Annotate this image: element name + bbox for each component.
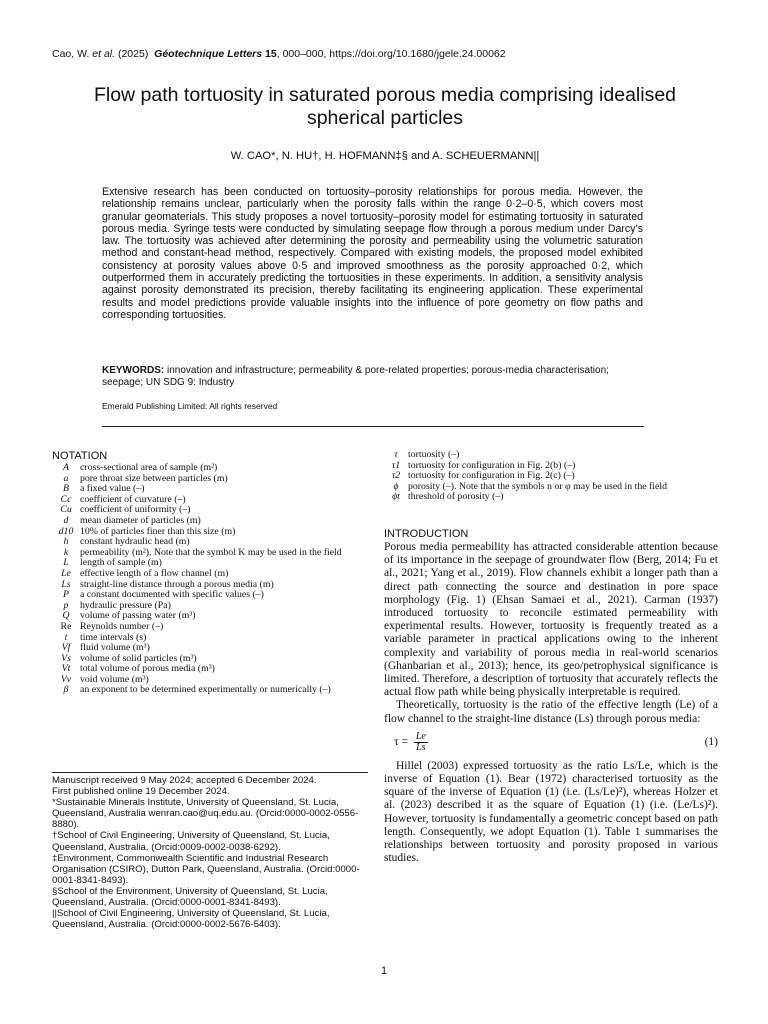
rights-statement: Emerald Publishing Limited: All rights reserved — [102, 401, 278, 411]
section-divider — [102, 426, 644, 427]
citation-year: (2025) — [117, 48, 149, 60]
notation-definition: time intervals (s) — [80, 631, 147, 643]
equation-1 — [384, 726, 718, 760]
notation-symbol: Le — [61, 567, 71, 579]
journal-name: Géotechnique Letters — [154, 48, 263, 60]
notation-definition: mean diameter of particles (m) — [80, 514, 201, 526]
notation-list-left — [52, 463, 372, 696]
notation-definition: coefficient of curvature (–) — [80, 493, 186, 505]
notation-symbol: Vf — [61, 642, 71, 654]
equation-lhs: τ = — [394, 736, 408, 749]
notation-symbol: Cc — [60, 493, 72, 505]
paper-title: Flow path tortuosity in saturated porous media comprising idealised spherical particles — [93, 84, 677, 129]
notation-symbol: Vt — [61, 663, 71, 675]
notation-definition: permeability (m²). Note that the symbol K may be used in the field — [80, 546, 342, 558]
introduction-paragraph: Porous media permeability has attracted considerable attention because of its importance in the seepage of groundwater flow (Berg, 2014; Fu et al., 2021; Yang et al., 2019). Flow channels exhibit a longer path than a direct path connecting the source and destination in pore space morphology (Fig. 1) (Ehsan Samaei et al., 2021). Carman (1937) introduced tortuosity to reconcile estimated permeability with experimental results. However, tortuosity is frequently treated as a variable parameter in practical applications owing to the inherent complexity and variability of porous media in real-world scenarios (Ghanbarian et al., 2013); hence, its geo/petrophysical significance is limited. Therefore, a description of tortuosity that accurately reflects the actual flow path while being physically interpretable is required. — [384, 541, 718, 699]
page-number: 1 — [380, 965, 388, 977]
footnote: ||School of Civil Engineering, University of Queensland, St. Lucia, Queensland, Australia. (Orcid:0000-0002-5676-5403). — [52, 908, 330, 931]
introduction-heading: INTRODUCTION — [384, 528, 469, 540]
notation-symbol: ϕt — [392, 491, 400, 503]
notation-symbol: B — [63, 483, 69, 495]
citation-etal: et al. — [92, 48, 116, 60]
footnote: *Sustainable Minerals Institute, University of Queensland, St. Lucia, Queensland, Australia wenran.cao@uq.edu.au. (Orcid:0000-0002-0556-8880). — [52, 797, 359, 831]
notation-definition: an exponent to be determined experimentally or numerically (–) — [80, 684, 331, 696]
notation-symbol: Ls — [61, 578, 71, 590]
notation-definition: volume of passing water (m³) — [80, 610, 196, 622]
notation-definition: effective length of a flow channel (m) — [80, 567, 229, 579]
notation-definition: constant hydraulic head (m) — [80, 536, 190, 548]
notation-symbol: τ2 — [391, 470, 401, 482]
notation-symbol: a — [63, 472, 69, 484]
notation-symbol: d10 — [58, 525, 74, 537]
notation-definition: cross-sectional area of sample (m²) — [80, 462, 218, 473]
equation-numerator: Le — [415, 731, 426, 743]
citation-doi[interactable]: , 000–000, https://doi.org/10.1680/jgele.24.00062 — [276, 48, 506, 60]
notation-symbol: τ — [394, 449, 398, 460]
notation-item — [384, 492, 719, 503]
notation-symbol: A — [63, 462, 69, 473]
author-list: W. CAO*, N. HU†, H. HOFMANN‡§ and A. SCHEUERMANN|| — [230, 150, 540, 162]
notation-definition: hydraulic pressure (Pa) — [80, 599, 171, 611]
notation-definition: length of sample (m) — [80, 557, 162, 569]
notation-definition: pore throat size between particles (m) — [80, 472, 228, 484]
notation-definition: a fixed value (–) — [80, 483, 145, 495]
introduction-body — [384, 541, 718, 865]
notation-symbol: L — [63, 557, 69, 569]
notation-definition: total volume of porous media (m³) — [80, 663, 215, 675]
notation-symbol: p — [63, 599, 69, 611]
citation-prefix: Cao, W. — [52, 48, 90, 60]
notation-definition: coefficient of uniformity (–) — [80, 504, 191, 516]
notation-item — [384, 450, 719, 461]
footnote: ‡Environment, Commonwealth Scientific and Industrial Research Organisation (CSIRO), Dutton Park, Queensland, Australia. (Orcid:0000-0001-8341-8493). — [52, 852, 360, 886]
notation-definition: tortuosity for configuration in Fig. 2(c) (–) — [408, 470, 575, 482]
notation-symbol: P — [63, 589, 69, 601]
introduction-paragraph: Hillel (2003) expressed tortuosity as the ratio Ls/Le, which is the inverse of Equation (1). Bear (1972) characterised tortuosity as the square of the inverse of Equation (1) (i.e. (Ls/Le)²), whereas Holzer et al. (2023) described it as the square of Equation (1) (i.e. (Le/Ls)²). However, tortuosity is fundamentally a geometric concept based on path length. Consequently, we adopt Equation (1). Table 1 summarises the relationships between tortuosity and porosity proposed in various studies. — [384, 759, 718, 865]
keywords-text: innovation and infrastructure; permeability & pore-related properties; porous-media characterisation; seepage; UN SDG 9: Industry — [102, 365, 609, 388]
notation-item — [52, 516, 372, 527]
notation-definition: a constant documented with specific values (–) — [80, 589, 264, 601]
notation-definition: tortuosity for configuration in Fig. 2(b) (–) — [408, 459, 576, 471]
footnote: §School of the Environment, University of Queensland, St. Lucia, Queensland, Australia. (Orcid:0000-0001-8341-8493). — [52, 885, 328, 909]
notation-definition: 10% of particles finer than this size (m) — [80, 525, 236, 537]
notation-item — [52, 685, 372, 696]
notation-definition: straight-line distance through a porous media (m) — [80, 578, 274, 590]
notation-symbol: h — [63, 536, 69, 548]
notation-symbol: τ1 — [391, 459, 401, 471]
notation-item — [52, 569, 372, 580]
equation-fraction — [414, 732, 428, 753]
notation-definition: volume of solid particles (m³) — [80, 652, 197, 664]
equation-denominator: Ls — [416, 742, 426, 754]
notation-symbol: t — [64, 631, 68, 643]
footnote: First published online 19 December 2024. — [52, 786, 230, 798]
notation-item — [52, 463, 372, 474]
notation-symbol: β — [63, 684, 69, 696]
notation-definition: Reynolds number (–) — [80, 620, 164, 632]
notation-symbol: Vv — [60, 673, 72, 685]
footnotes — [52, 772, 368, 930]
notation-definition: void volume (m³) — [80, 673, 149, 685]
abstract: Extensive research has been conducted on tortuosity–porosity relationships for porous media. However, the relationship remains unclear, particularly when the porosity falls within the range 0·2–0·5, which covers most granular geomaterials. This study proposes a novel tortuosity–porosity model for estimating tortuosity in saturated porous media. Syringe tests were conducted by simulating seepage flow through a porous medium under Darcy’s law. The tortuosity was achieved after determining the porosity and permeability using the volumetric saturation method and constant-head method, respectively. Compared with existing models, the proposed model exhibited consistency at porosity values above 0·5 and improved smoothness as the porosity approached 0·2, which outperformed them in accurately predicting the tortuosities in these experiments. In addition, a sensitivity analysis against porosity demonstrated its precision, thereby facilitating its engineering application. These experimental results and model predictions provide valuable insights into the influence of pore geometry on flow paths and corresponding tortuosities. — [102, 186, 643, 321]
notation-definition: fluid volume (m³) — [80, 642, 150, 654]
equation-number: (1) — [704, 736, 718, 749]
citation-line — [52, 48, 506, 60]
journal-volume: 15 — [265, 48, 277, 60]
equation-expression — [384, 732, 705, 753]
footnote: †School of Civil Engineering, University of Queensland, St. Lucia, Queensland, Australia. (Orcid:0009-0002-0038-6292). — [52, 830, 330, 853]
notation-symbol: Vs — [61, 652, 71, 664]
notation-symbol: d — [63, 514, 69, 526]
notation-symbol: Q — [62, 610, 70, 622]
notation-definition: tortuosity (–) — [408, 449, 460, 460]
notation-list-right — [384, 450, 719, 503]
introduction-paragraph: Theoretically, tortuosity is the ratio of the effective length (Le) of a flow channel to the straight-line distance (Ls) through porous media: — [384, 699, 718, 725]
notation-definition: porosity (–). Note that the symbols n or φ may be used in the field — [408, 480, 667, 492]
notation-symbol: ϕ — [393, 480, 399, 492]
keywords-label: KEYWORDS: — [102, 365, 165, 376]
notation-definition: threshold of porosity (–) — [408, 491, 504, 503]
notation-symbol: Cu — [60, 504, 72, 516]
notation-symbol: Re — [60, 620, 72, 632]
footnote: Manuscript received 9 May 2024; accepted 6 December 2024. — [52, 775, 317, 786]
notation-symbol: k — [63, 546, 69, 558]
notation-heading: NOTATION — [52, 450, 108, 462]
keywords — [102, 365, 643, 389]
notation-item — [52, 622, 372, 633]
